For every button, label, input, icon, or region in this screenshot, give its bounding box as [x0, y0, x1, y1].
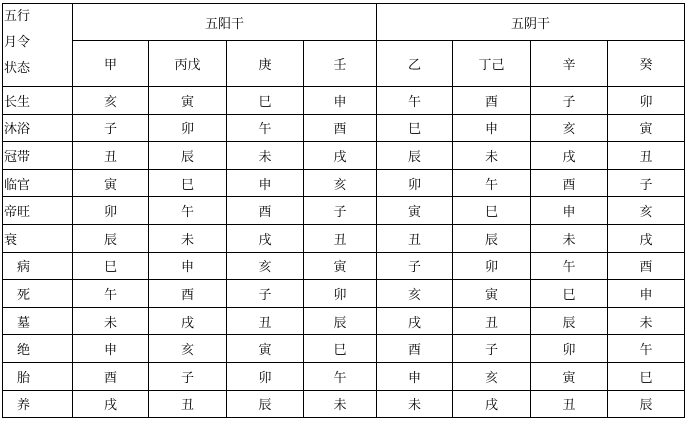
row-state-label: 冠带 — [3, 142, 73, 170]
corner-header — [3, 4, 73, 87]
table-row — [3, 197, 685, 225]
table-row — [3, 390, 685, 418]
branch-cell: 卯 — [73, 197, 149, 225]
branch-cell: 丑 — [608, 142, 685, 170]
branch-cell: 子 — [227, 280, 304, 308]
row-state-label: 病 — [3, 252, 73, 280]
branch-cell: 戌 — [531, 142, 608, 170]
branch-cell: 寅 — [73, 169, 149, 197]
branch-cell: 未 — [73, 307, 149, 335]
branch-cell: 丑 — [453, 307, 531, 335]
branch-cell: 酉 — [531, 169, 608, 197]
branch-cell: 子 — [608, 169, 685, 197]
branch-cell: 亥 — [608, 197, 685, 225]
branch-cell: 亥 — [453, 362, 531, 390]
branch-cell: 申 — [377, 362, 453, 390]
stem-header: 壬 — [304, 41, 377, 87]
branch-cell: 巳 — [377, 114, 453, 142]
branch-cell: 巳 — [149, 169, 227, 197]
branch-cell: 未 — [377, 390, 453, 418]
branch-cell: 寅 — [377, 197, 453, 225]
branch-cell: 未 — [227, 142, 304, 170]
branch-cell: 辰 — [453, 224, 531, 252]
row-state-label: 沐浴 — [3, 114, 73, 142]
branch-cell: 巳 — [608, 362, 685, 390]
branch-cell: 酉 — [377, 335, 453, 363]
branch-cell: 酉 — [608, 252, 685, 280]
branch-cell: 寅 — [149, 87, 227, 115]
branch-cell: 申 — [304, 87, 377, 115]
stem-header: 丁己 — [453, 41, 531, 87]
table-row — [3, 252, 685, 280]
branch-cell: 卯 — [227, 362, 304, 390]
branch-cell: 辰 — [304, 307, 377, 335]
branch-cell: 丑 — [377, 224, 453, 252]
branch-cell: 丑 — [531, 390, 608, 418]
branch-cell: 辰 — [531, 307, 608, 335]
branch-cell: 寅 — [227, 335, 304, 363]
branch-cell: 酉 — [304, 114, 377, 142]
branch-cell: 卯 — [531, 335, 608, 363]
branch-cell: 申 — [608, 280, 685, 308]
branch-cell: 亥 — [227, 252, 304, 280]
branch-cell: 寅 — [608, 114, 685, 142]
branch-cell: 子 — [304, 197, 377, 225]
table-row — [3, 335, 685, 363]
group-header-yin: 五阴干 — [377, 4, 685, 41]
table-row — [3, 169, 685, 197]
branch-cell: 巳 — [227, 87, 304, 115]
branch-cell: 巳 — [304, 335, 377, 363]
row-state-label: 墓 — [3, 307, 73, 335]
branch-cell: 巳 — [453, 197, 531, 225]
branch-cell: 戌 — [304, 142, 377, 170]
table-row — [3, 87, 685, 115]
branch-cell: 亥 — [304, 169, 377, 197]
branch-cell: 卯 — [377, 169, 453, 197]
branch-cell: 亥 — [73, 87, 149, 115]
row-state-label: 帝旺 — [3, 197, 73, 225]
branch-cell: 午 — [453, 169, 531, 197]
branch-cell: 戌 — [149, 307, 227, 335]
branch-cell: 午 — [377, 87, 453, 115]
row-state-label: 衰 — [3, 224, 73, 252]
branch-cell: 未 — [453, 142, 531, 170]
branch-cell: 卯 — [608, 87, 685, 115]
branch-cell: 午 — [531, 252, 608, 280]
branch-cell: 巳 — [73, 252, 149, 280]
branch-cell: 辰 — [73, 224, 149, 252]
branch-cell: 酉 — [227, 197, 304, 225]
stem-header: 丙戊 — [149, 41, 227, 87]
corner-line-yueling: 月令 — [4, 35, 31, 50]
branch-cell: 酉 — [73, 362, 149, 390]
row-state-label: 长生 — [3, 87, 73, 115]
branch-cell: 丑 — [73, 142, 149, 170]
branch-cell: 戌 — [377, 307, 453, 335]
branch-cell: 申 — [73, 335, 149, 363]
branch-cell: 午 — [73, 280, 149, 308]
table-row — [3, 142, 685, 170]
branch-cell: 未 — [149, 224, 227, 252]
branch-cell: 子 — [453, 335, 531, 363]
row-state-label: 胎 — [3, 362, 73, 390]
branch-cell: 戌 — [227, 224, 304, 252]
branch-cell: 亥 — [531, 114, 608, 142]
branch-cell: 戌 — [453, 390, 531, 418]
branch-cell: 申 — [149, 252, 227, 280]
branch-cell: 午 — [227, 114, 304, 142]
row-state-label: 死 — [3, 280, 73, 308]
branch-cell: 子 — [149, 362, 227, 390]
row-state-label: 养 — [3, 390, 73, 418]
branch-cell: 申 — [227, 169, 304, 197]
row-state-label: 绝 — [3, 335, 73, 363]
branch-cell: 酉 — [149, 280, 227, 308]
table-body — [3, 87, 685, 418]
branch-cell: 辰 — [227, 390, 304, 418]
branch-cell: 午 — [304, 362, 377, 390]
branch-cell: 申 — [531, 197, 608, 225]
branch-cell: 亥 — [149, 335, 227, 363]
table-row — [3, 224, 685, 252]
branch-cell: 子 — [377, 252, 453, 280]
group-header-yang: 五阳干 — [73, 4, 377, 41]
stem-header: 乙 — [377, 41, 453, 87]
branch-cell: 辰 — [608, 390, 685, 418]
table-row — [3, 114, 685, 142]
branch-cell: 戌 — [608, 224, 685, 252]
branch-cell: 卯 — [453, 252, 531, 280]
branch-cell: 午 — [149, 197, 227, 225]
branch-cell: 寅 — [531, 362, 608, 390]
branch-cell: 子 — [531, 87, 608, 115]
branch-cell: 酉 — [453, 87, 531, 115]
branch-cell: 丑 — [304, 224, 377, 252]
branch-cell: 寅 — [304, 252, 377, 280]
corner-line-wuxing: 五行 — [4, 9, 31, 24]
branch-cell: 未 — [531, 224, 608, 252]
branch-cell: 戌 — [73, 390, 149, 418]
branch-cell: 巳 — [531, 280, 608, 308]
twelve-stages-table — [2, 3, 685, 418]
corner-line-zhuangtai: 状态 — [4, 61, 31, 76]
row-state-label: 临官 — [3, 169, 73, 197]
stem-header: 庚 — [227, 41, 304, 87]
stem-header: 甲 — [73, 41, 149, 87]
table-row — [3, 280, 685, 308]
stem-header: 辛 — [531, 41, 608, 87]
stem-header: 癸 — [608, 41, 685, 87]
branch-cell: 未 — [304, 390, 377, 418]
branch-cell: 丑 — [149, 390, 227, 418]
branch-cell: 丑 — [227, 307, 304, 335]
branch-cell: 辰 — [149, 142, 227, 170]
branch-cell: 午 — [608, 335, 685, 363]
branch-cell: 卯 — [304, 280, 377, 308]
branch-cell: 亥 — [377, 280, 453, 308]
branch-cell: 卯 — [149, 114, 227, 142]
branch-cell: 辰 — [377, 142, 453, 170]
table-row — [3, 362, 685, 390]
branch-cell: 未 — [608, 307, 685, 335]
branch-cell: 申 — [453, 114, 531, 142]
branch-cell: 子 — [73, 114, 149, 142]
branch-cell: 寅 — [453, 280, 531, 308]
table-row — [3, 307, 685, 335]
